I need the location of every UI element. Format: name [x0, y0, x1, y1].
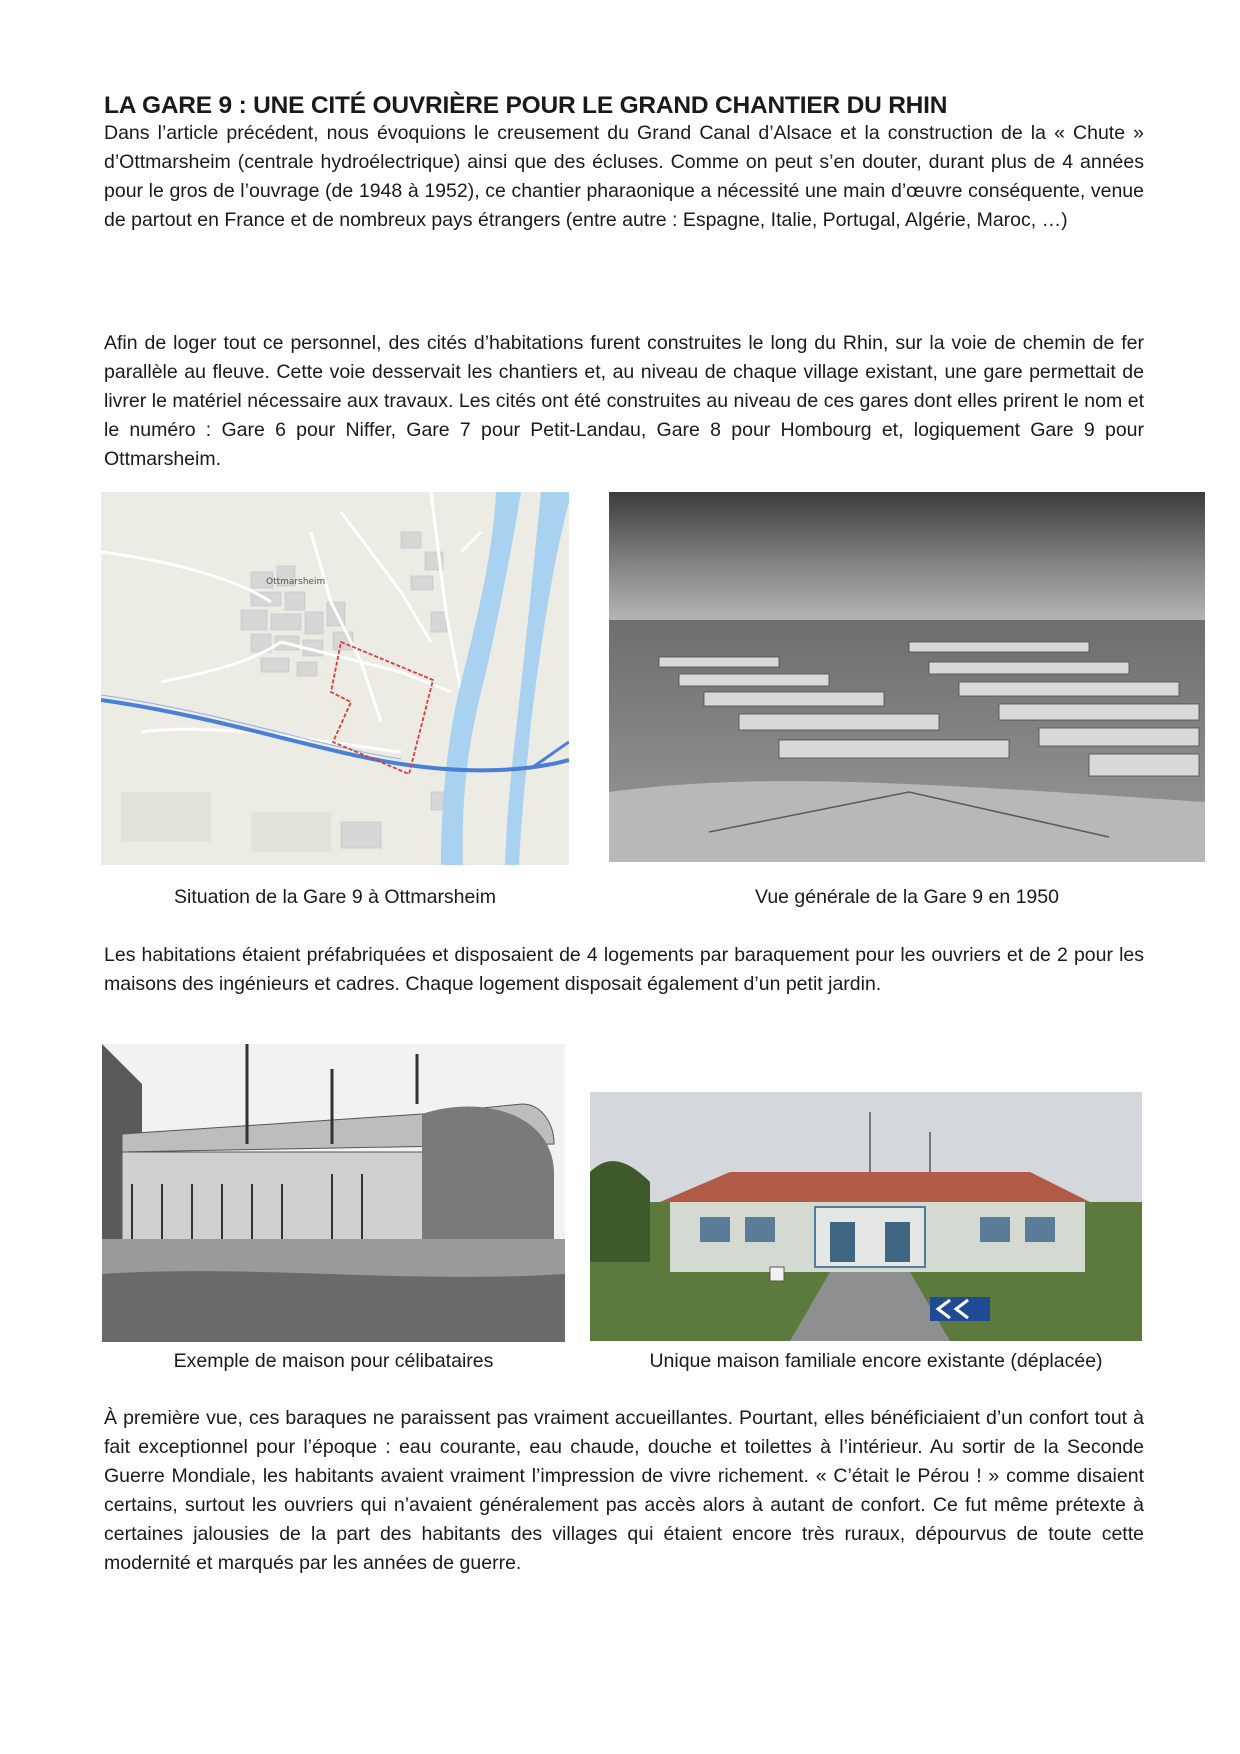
family-house-photo — [590, 1092, 1142, 1341]
paragraph-prefab: Les habitations étaient préfabriquées et disposaient de 4 logements par baraquement pour les ouvriers et de 2 pour les maisons des ingénieurs et cadres. Chaque logement disposait également d’un petit jardin. — [104, 944, 1144, 995]
map-figure — [101, 492, 569, 865]
map-caption: Situation de la Gare 9 à Ottmarsheim — [174, 886, 496, 908]
paragraph-comfort: À première vue, ces baraques ne paraissent pas vraiment accueillantes. Pourtant, elles bénéficiaient d’un confort tout à fait exceptionnel pour l’époque : eau courante, eau chaude, douche et toilettes à l’intérieur. Au sortir de la Seconde Guerre Mondiale, les habitants avaient vraiment l’impression de vivre richement. « C’était le Pérou ! » comme disaient certains, surtout les ouvriers qui n’avaient généralement pas accès alors à autant de confort. Ce fut même prétexte à certaines jalousies de la part des habitants des villages qui étaient encore très ruraux, dépourvus de toute cette modernité et marqués par les années de guerre. — [104, 1407, 1144, 1574]
camp-photo — [609, 492, 1205, 862]
family-house-caption: Unique maison familiale encore existante (déplacée) — [649, 1350, 1103, 1372]
camp-photo-caption: Vue générale de la Gare 9 en 1950 — [755, 886, 1059, 908]
paragraph-housing: Afin de loger tout ce personnel, des cités d’habitations furent construites le long du Rhin, sur la voie de chemin de fer parallèle au fleuve. Cette voie desservait les chantiers et, au niveau de chaque village existant, une gare permettait de livrer le matériel nécessaire aux travaux. Les cités ont été construites au niveau de ces gares dont elles prirent le nom et le numéro : Gare 6 pour Niffer, Gare 7 pour Petit-Landau, Gare 8 pour Hombourg et, logiquement Gare 9 pour Ottmarsheim. — [104, 332, 1144, 470]
page-title: LA GARE 9 : UNE CITÉ OUVRIÈRE POUR LE GRAND CHANTIER DU RHIN — [104, 92, 948, 119]
map-image — [101, 492, 569, 865]
camp-photo-figure — [609, 492, 1205, 862]
family-house-figure — [590, 1092, 1142, 1341]
single-house-caption: Exemple de maison pour célibataires — [173, 1350, 494, 1372]
map-town-label: Ottmarsheim — [266, 577, 326, 587]
single-house-figure — [102, 1044, 565, 1342]
single-house-photo — [102, 1044, 565, 1342]
paragraph-intro: Dans l’article précédent, nous évoquions le creusement du Grand Canal d’Alsace et la construction de la « Chute » d’Ottmarsheim (centrale hydroélectrique) ainsi que des écluses. Comme on peut s’en douter, durant plus de 4 années pour le gros de l’ouvrage (de 1948 à 1952), ce chantier pharaonique a nécessité une main d’œuvre conséquente, venue de partout en France et de nombreux pays étrangers (entre autre : Espagne, Italie, Portugal, Algérie, Maroc, …) — [104, 122, 1144, 231]
